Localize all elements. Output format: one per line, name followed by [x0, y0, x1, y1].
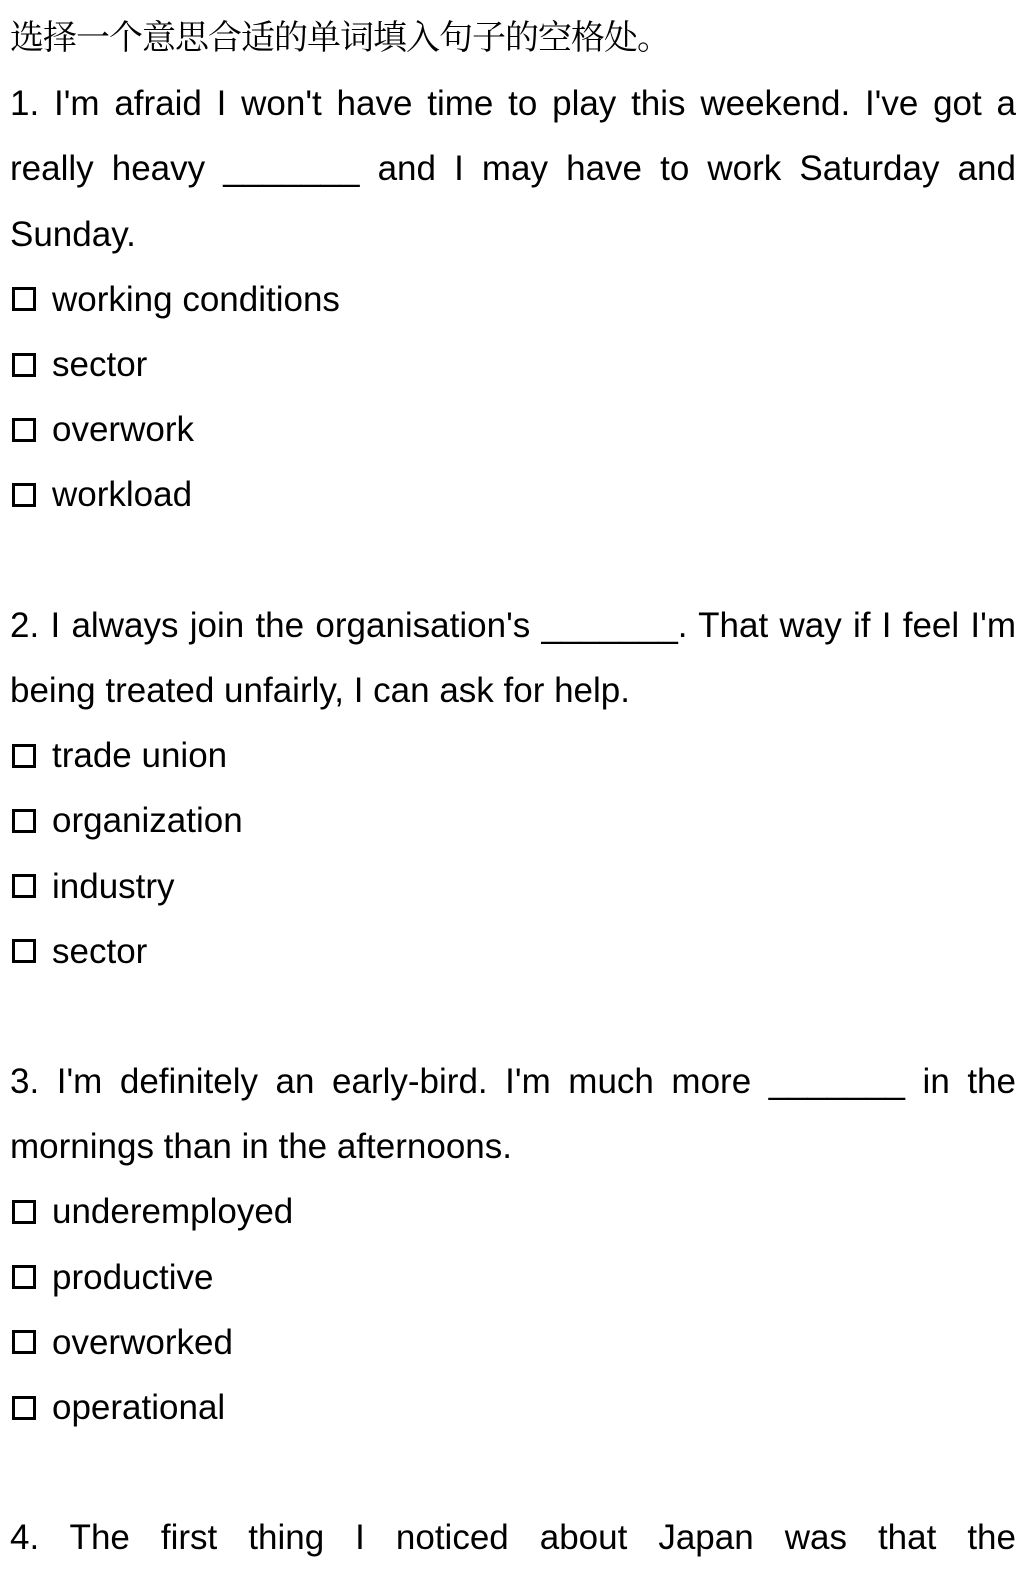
checkbox-icon[interactable]	[12, 353, 36, 377]
question-3	[10, 1049, 1016, 1440]
option-label: sector	[52, 344, 148, 384]
checkbox-icon[interactable]	[12, 1330, 36, 1354]
option-item[interactable]	[10, 267, 1016, 332]
option-item[interactable]	[10, 462, 1016, 527]
question-4	[10, 1505, 1016, 1570]
checkbox-icon[interactable]	[12, 809, 36, 833]
option-label: organization	[52, 801, 243, 841]
checkbox-icon[interactable]	[12, 874, 36, 898]
instruction-text: 选择一个意思合适的单词填入句子的空格处。	[10, 18, 670, 58]
question-2	[10, 593, 1016, 984]
option-label: trade union	[52, 736, 228, 776]
option-item[interactable]	[10, 919, 1016, 984]
option-item[interactable]	[10, 1179, 1016, 1244]
option-label: overwork	[52, 410, 194, 450]
option-item[interactable]	[10, 397, 1016, 462]
checkbox-icon[interactable]	[12, 1396, 36, 1420]
option-item[interactable]	[10, 723, 1016, 788]
option-label: sector	[52, 931, 148, 971]
checkbox-icon[interactable]	[12, 483, 36, 507]
checkbox-icon[interactable]	[12, 1200, 36, 1224]
option-item[interactable]	[10, 854, 1016, 919]
checkbox-icon[interactable]	[12, 418, 36, 442]
option-label: workload	[52, 475, 193, 515]
checkbox-icon[interactable]	[12, 939, 36, 963]
checkbox-icon[interactable]	[12, 1265, 36, 1289]
option-item[interactable]	[10, 1310, 1016, 1375]
question-stem: 3. I'm definitely an early-bird. I'm much more _______ in the mornings than in the afternoons.	[10, 1062, 1016, 1167]
option-label: productive	[52, 1257, 214, 1297]
option-label: working conditions	[52, 279, 340, 319]
question-stem: 4. The first thing I noticed about Japan was that the	[10, 1518, 1016, 1558]
option-label: industry	[52, 866, 175, 906]
question-stem: 2. I always join the organisation's _______. That way if I feel I'm being treated unfairly, I can ask for help.	[10, 605, 1016, 710]
checkbox-icon[interactable]	[12, 287, 36, 311]
option-item[interactable]	[10, 1245, 1016, 1310]
question-stem: 1. I'm afraid I won't have time to play this weekend. I've got a really heavy _______ and I may have to work Saturday and Sunday.	[10, 84, 1016, 254]
worksheet	[10, 6, 1016, 1571]
option-label: underemployed	[52, 1192, 294, 1232]
option-item[interactable]	[10, 332, 1016, 397]
option-item[interactable]	[10, 788, 1016, 853]
option-label: operational	[52, 1388, 226, 1428]
option-label: overworked	[52, 1322, 233, 1362]
question-1	[10, 71, 1016, 527]
option-item[interactable]	[10, 1375, 1016, 1440]
checkbox-icon[interactable]	[12, 744, 36, 768]
